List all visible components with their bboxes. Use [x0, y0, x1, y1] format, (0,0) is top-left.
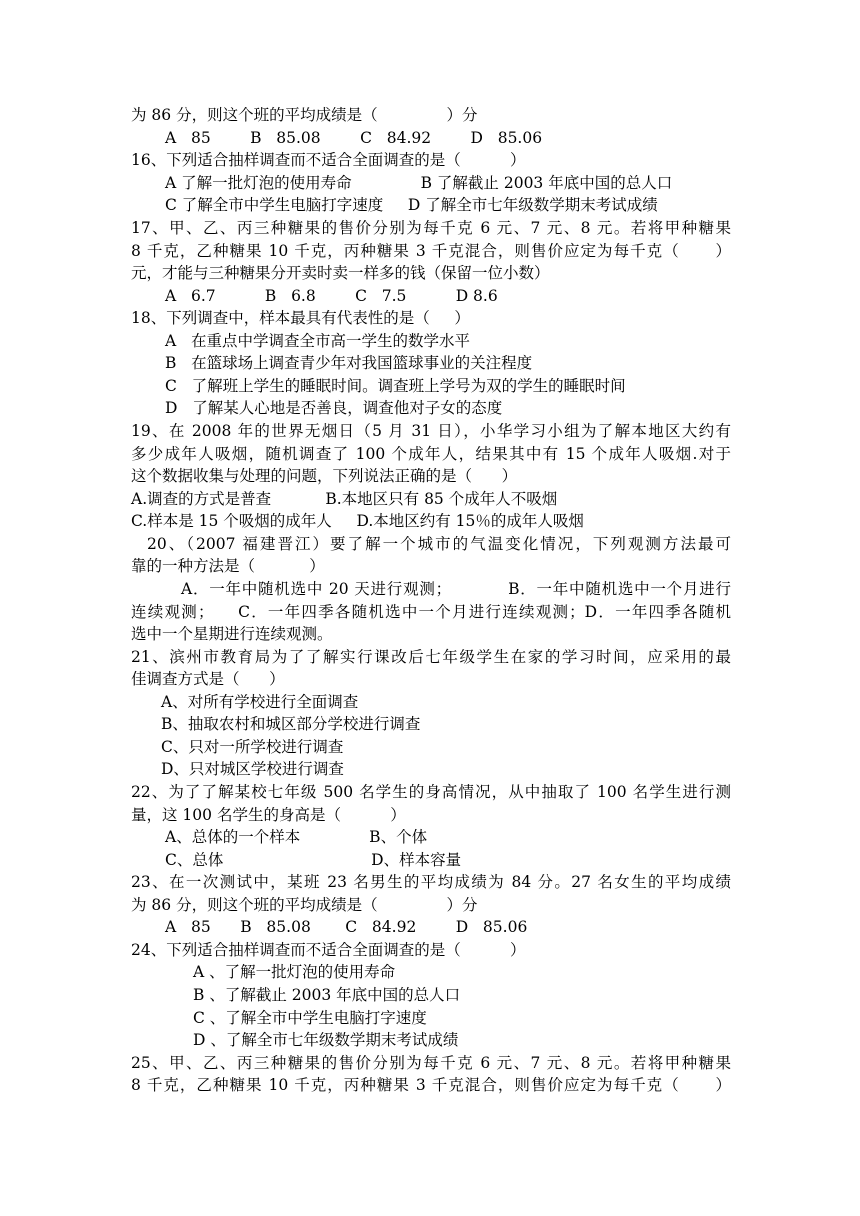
text-line: B 在篮球场上调查青少年对我国篮球事业的关注程度 [165, 354, 533, 372]
text-line: 8 千克，乙种糖果 10 千克，丙种糖果 3 千克混合，则售价应定为每千克（ ） [131, 242, 731, 260]
text-line: C、只对一所学校进行调查 [161, 738, 344, 756]
text-line: A 85 B 85.08 C 84.92 D 85.06 [165, 918, 528, 936]
text-line: 22、为了了解某校七年级 500 名学生的身高情况，从中抽取了 100 名学生进行测 [131, 783, 731, 801]
text-line: 连续观测； C．一年四季各随机选中一个月进行连续观测；D．一年四季各随机 [131, 603, 731, 621]
text-line: A 、了解一批灯泡的使用寿命 [193, 963, 396, 981]
text-line: A 85 B 85.08 C 84.92 D 85.06 [165, 129, 543, 147]
text-line: C 了解班上学生的睡眠时间。调查班上学号为双的学生的睡眠时间 [165, 377, 626, 395]
text-line: A、对所有学校进行全面调查 [161, 693, 359, 711]
text-line: 元，才能与三种糖果分开卖时卖一样多的钱（保留一位小数） [131, 264, 550, 282]
text-line: B、抽取农村和城区部分学校进行调查 [161, 715, 421, 733]
text-line: 23、在一次测试中，某班 23 名男生的平均成绩为 84 分。27 名女生的平均成绩 [131, 873, 731, 891]
text-line: C 、了解全市中学生电脑打字速度 [193, 1009, 427, 1027]
text-line: 为 86 分，则这个班的平均成绩是（ ）分 [131, 896, 478, 914]
text-line: C、总体 D、样本容量 [165, 851, 462, 869]
text-line: D、只对城区学校进行调查 [161, 760, 344, 778]
text-line: 为 86 分，则这个班的平均成绩是（ ）分 [131, 106, 478, 124]
text-line: A 6.7 B 6.8 C 7.5 D 8.6 [165, 287, 498, 305]
text-line: A 在重点中学调查全市高一学生的数学水平 [165, 332, 470, 350]
text-line: D 了解某人心地是否善良，调查他对子女的态度 [165, 399, 503, 417]
text-line: 21、滨州市教育局为了了解实行课改后七年级学生在家的学习时间，应采用的最 [131, 648, 731, 666]
text-line: A.调查的方式是普查 B.本地区只有 85 个成年人不吸烟 [131, 490, 558, 508]
text-line: 选中一个星期进行连续观测。 [131, 625, 333, 643]
text-line: 18、下列调查中，样本最具有代表性的是（ ） [131, 309, 470, 327]
text-line: 量，这 100 名学生的身高是（ ） [131, 806, 406, 824]
text-line: C 了解全市中学生电脑打字速度 D 了解全市七年级数学期末考试成绩 [165, 196, 658, 214]
text-line: A．一年中随机选中 20 天进行观测； B．一年中随机选中一个月进行 [181, 580, 731, 598]
text-line: 16、下列适合抽样调查而不适合全面调查的是（ ） [131, 151, 526, 169]
text-line: B 、了解截止 2003 年底中国的总人口 [193, 986, 461, 1004]
text-line: 8 千克，乙种糖果 10 千克，丙种糖果 3 千克混合，则售价应定为每千克（ ） [131, 1076, 731, 1094]
text-line: C.样本是 15 个吸烟的成年人 D.本地区约有 15％的成年人吸烟 [131, 512, 584, 530]
text-line: 24、下列适合抽样调查而不适合全面调查的是（ ） [131, 941, 526, 959]
text-line: 17、甲、乙、丙三种糖果的售价分别为每千克 6 元、7 元、8 元。若将甲种糖果 [131, 219, 731, 237]
text-line: 20、（2007 福建晋江）要了解一个城市的气温变化情况，下列观测方法最可 [147, 535, 731, 553]
text-line: D 、了解全市七年级数学期末考试成绩 [193, 1031, 459, 1049]
text-line: 多少成年人吸烟，随机调查了 100 个成年人，结果其中有 15 个成年人吸烟.对于 [131, 445, 731, 463]
text-line: 这个数据收集与处理的问题，下列说法正确的是（ ） [131, 467, 518, 485]
text-line: A、总体的一个样本 B、个体 [165, 828, 428, 846]
text-line: 靠的一种方法是（ ） [131, 557, 325, 575]
text-line: 19、在 2008 年的世界无烟日（5 月 31 日），小华学习小组为了解本地区大约有 [131, 422, 731, 440]
text-line: A 了解一批灯泡的使用寿命 B 了解截止 2003 年底中国的总人口 [165, 174, 673, 192]
text-line: 25、甲、乙、丙三种糖果的售价分别为每千克 6 元、7 元、8 元。若将甲种糖果 [131, 1054, 731, 1072]
text-line: 佳调查方式是（ ） [131, 670, 285, 688]
